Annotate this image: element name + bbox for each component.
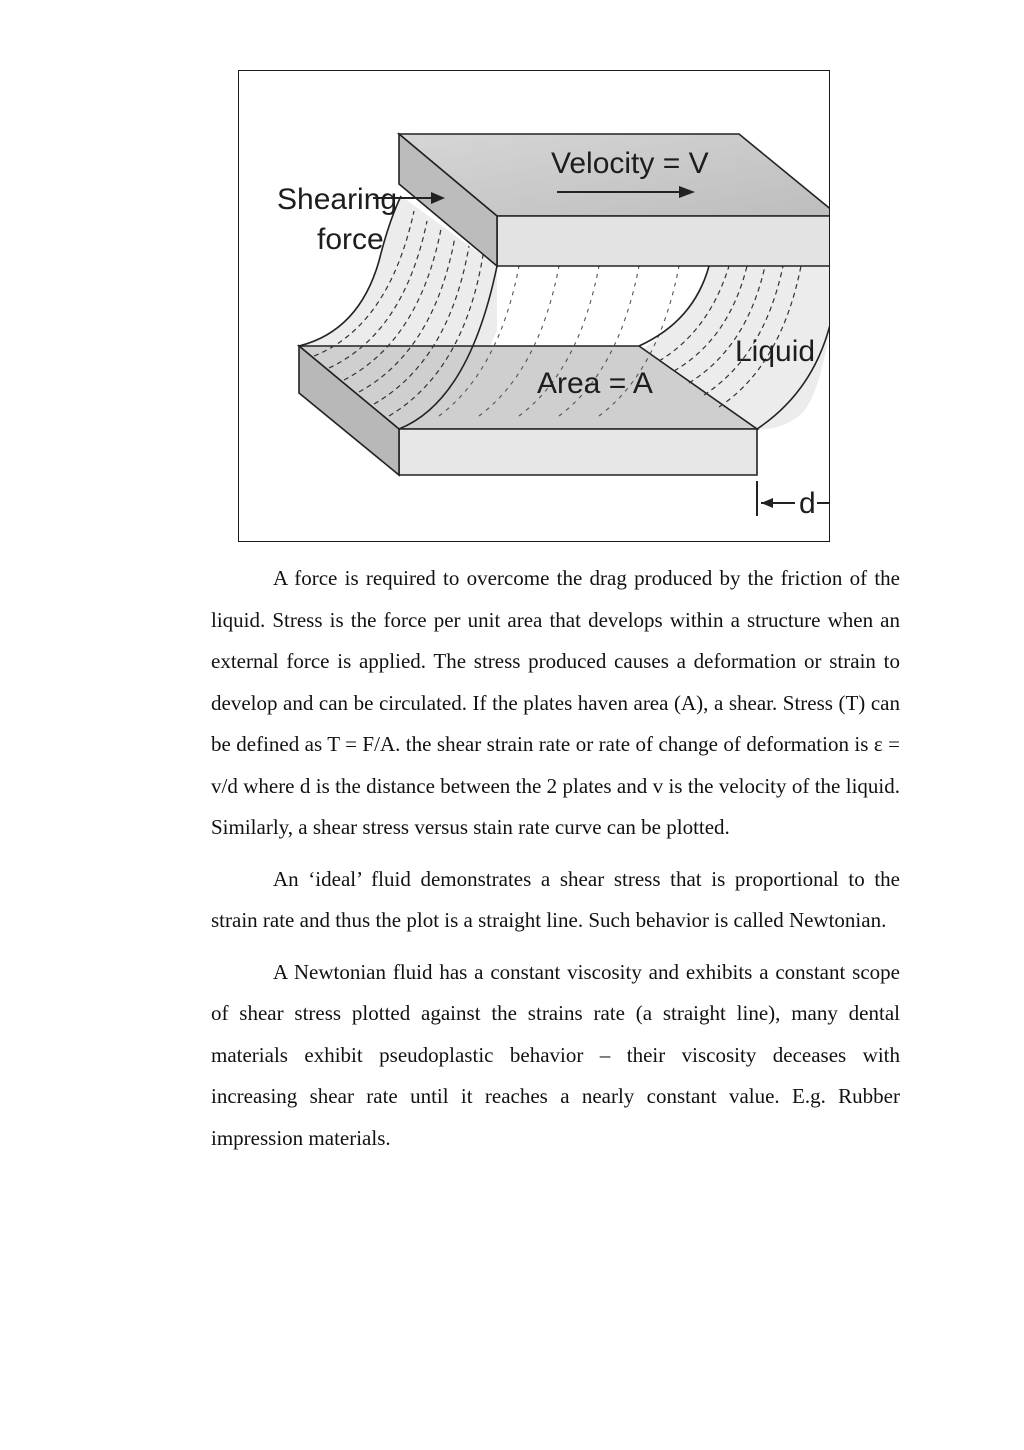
velocity-label: Velocity = V [551, 147, 709, 180]
shearing-label: Shearing [277, 183, 398, 216]
body-text [211, 558, 900, 1159]
liquid-label: Liquid [735, 335, 816, 368]
shear-diagram-figure [238, 70, 830, 542]
distance-label: d [799, 487, 816, 520]
shear-diagram [239, 71, 830, 542]
distance-marker [757, 481, 830, 516]
top-plate-front [497, 216, 830, 266]
area-label: Area = A [537, 367, 653, 400]
force-label: force [317, 223, 384, 256]
paragraph-ideal-fluid: An ‘ideal’ fluid demonstrates a shear stress that is proportional to the strain rate and thus the plot is a straight line. Such behavior is called Newtonian. [211, 866, 900, 932]
bottom-plate-front [399, 429, 757, 475]
paragraph-shear-stress: A force is required to overcome the drag produced by the friction of the liquid. Stress is the force per unit area that develops within a structure when an external force is applied. The stress produced causes a deformation or strain to develop and can be circulated. If the plates haven area (A), a shear. Stress (T) can be defined as T = F/A. the shear strain rate or rate of change of deformation is ε = v/d where d is the distance between the 2 plates and v is the velocity of the liquid. Similarly, a shear stress versus stain rate curve can be plotted. [211, 566, 900, 839]
paragraph-newtonian-fluid: A Newtonian fluid has a constant viscosity and exhibits a constant scope of shear stress plotted against the strains rate (a straight line), many dental materials exhibit pseudoplastic behavior – their viscosity deceases with increasing shear rate until it reaches a nearly constant value. E.g. Rubber impression materials. [211, 959, 900, 1150]
